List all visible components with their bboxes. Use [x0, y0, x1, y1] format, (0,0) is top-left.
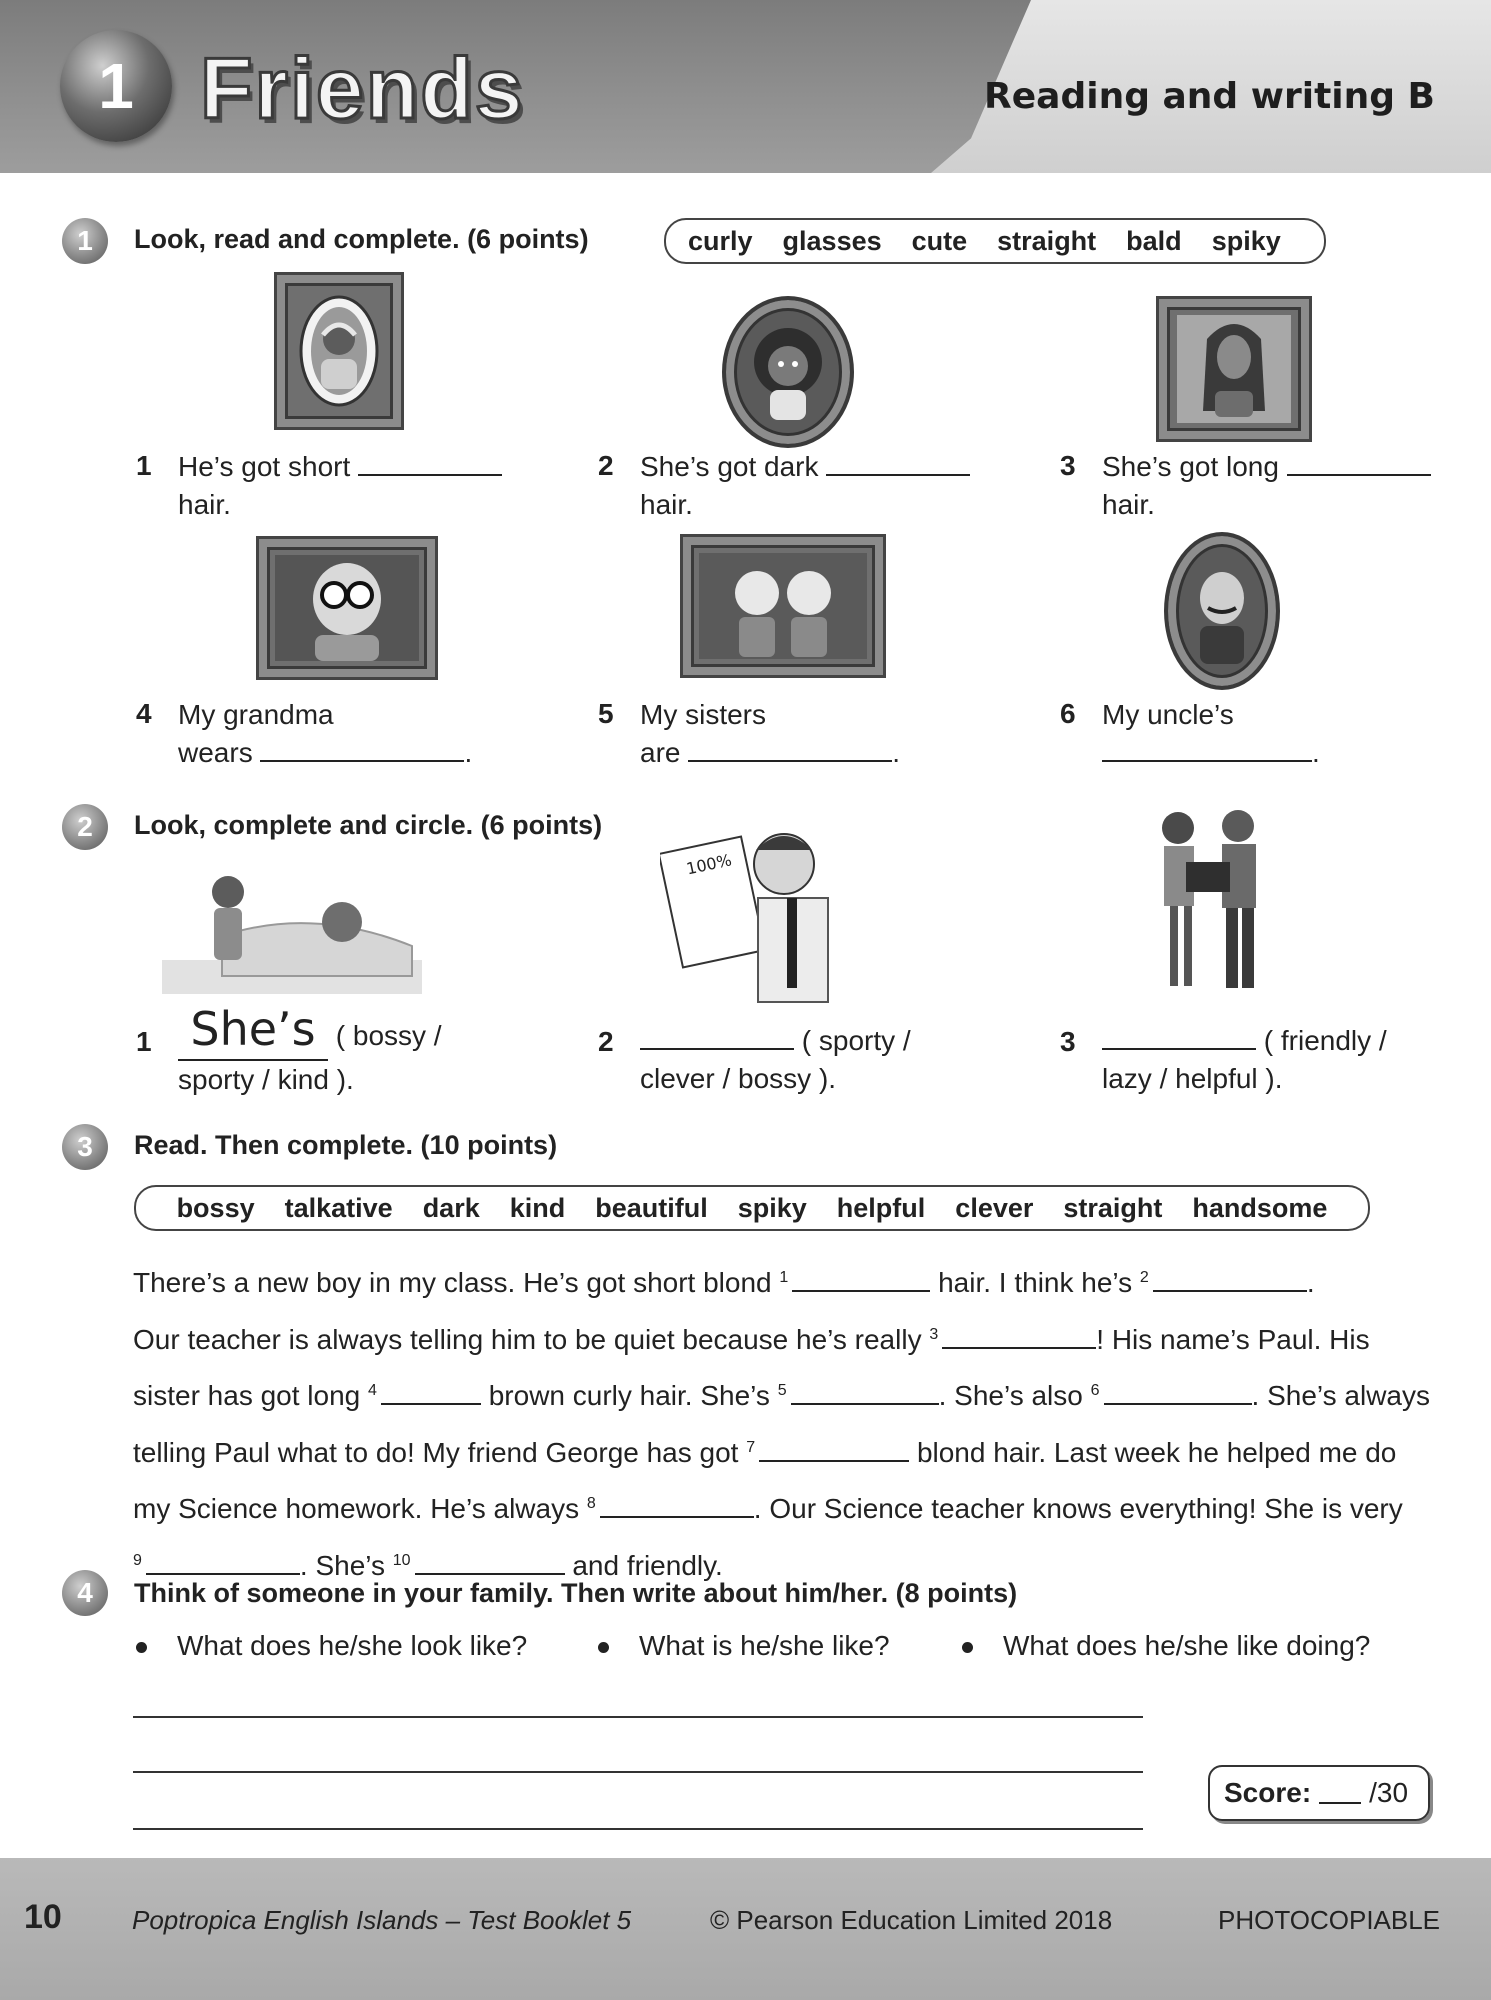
- bullet-dot: [136, 1642, 147, 1653]
- answer-blank[interactable]: [1153, 1264, 1307, 1292]
- answer-blank[interactable]: [826, 448, 970, 476]
- ex1-item-number: 1: [136, 450, 152, 481]
- answer-blank[interactable]: [600, 1490, 754, 1518]
- exercise-1-word-box: [664, 218, 1326, 264]
- exercise-4-number: 4: [62, 1570, 108, 1616]
- boy-with-test-illustration: [660, 814, 848, 1004]
- answer-blank[interactable]: [942, 1321, 1096, 1349]
- answer-blank[interactable]: [759, 1434, 909, 1462]
- ex1-item-number: 5: [598, 698, 614, 729]
- exercise-3-word-box: [134, 1185, 1370, 1231]
- page-number: 10: [24, 1898, 62, 1936]
- writing-line[interactable]: [133, 1828, 1143, 1830]
- ex1-item-2: She’s got dark hair.: [640, 448, 980, 524]
- bullet-dot: [598, 1642, 609, 1653]
- unit-title: Friends: [200, 41, 525, 137]
- writing-line[interactable]: [133, 1771, 1143, 1773]
- exercise-2-instruction: Look, complete and circle. (6 points): [134, 810, 603, 840]
- answer-blank[interactable]: [415, 1547, 565, 1575]
- answer-blank[interactable]: [688, 734, 892, 762]
- word-box-item: helpful: [836, 1192, 926, 1223]
- score-blank[interactable]: [1319, 1782, 1361, 1804]
- writing-line[interactable]: [133, 1716, 1143, 1718]
- girl-portrait: [722, 296, 854, 448]
- ex1-item-5: My sisters are .: [640, 699, 901, 768]
- twin-sisters-portrait: [680, 534, 886, 678]
- word-box-item: talkative: [284, 1192, 393, 1223]
- ex1-item-number: 4: [136, 698, 152, 729]
- word-box-item: straight: [997, 225, 1097, 256]
- answer-blank[interactable]: [358, 448, 502, 476]
- ex2-item-3: ( friendly / lazy / helpful ).: [1102, 1022, 1442, 1098]
- ex1-item-1: He’s got short hair.: [178, 448, 518, 524]
- word-box-item: spiky: [737, 1192, 807, 1223]
- friends-carrying-books-illustration: [1140, 804, 1274, 994]
- ex2-item-number: 3: [1060, 1026, 1076, 1057]
- section-label: Reading and writing B: [984, 76, 1435, 117]
- word-box-item: clever: [955, 1192, 1034, 1223]
- word-box-item: cute: [911, 225, 968, 256]
- girl-and-boy-in-bed-illustration: [162, 866, 422, 994]
- ex1-item-4: My grandma wears .: [178, 699, 473, 768]
- bullet-item: What is he/she like?: [598, 1630, 890, 1662]
- word-box-item: handsome: [1192, 1192, 1328, 1223]
- old-man-portrait: [274, 272, 404, 430]
- ex2-item-1: She’s ( bossy / sporty / kind ).: [178, 1002, 442, 1095]
- answer-blank[interactable]: [791, 1377, 939, 1405]
- ex2-item-2: ( sporty / clever / bossy ).: [640, 1022, 960, 1098]
- word-box-item: kind: [509, 1192, 566, 1223]
- answer-blank[interactable]: [1104, 1377, 1252, 1405]
- bullet-item: What does he/she look like?: [136, 1630, 527, 1662]
- word-box-item: beautiful: [595, 1192, 708, 1223]
- bullet-dot: [962, 1642, 973, 1653]
- answer-blank[interactable]: [1102, 1022, 1256, 1050]
- answer-blank[interactable]: [381, 1377, 481, 1405]
- exercise-3-paragraph: There’s a new boy in my class. He’s got short blond $^1$ hair. I think he’s $^2$ . Our teacher is always telling him to be quiet because he’s really $^3$ ! His name’s Paul. His sister has got long $^4$ brown curly hair. She’s $^5$ . She’s also $^6$ . She’s always telling Paul what to do! My friend George has got $^7$ blond hair. Last week he helped me do my Science homework. He’s always $^8$ . Our Science teacher knows everything! She is very $^9$ . She’s $^{10}$ and friendly.: [133, 1252, 1433, 1591]
- score-box: Score: /30: [1208, 1765, 1430, 1821]
- grandma-portrait: [256, 536, 438, 680]
- ex2-item-number: 2: [598, 1026, 614, 1057]
- word-box-item: glasses: [782, 225, 882, 256]
- word-box-item: bald: [1126, 225, 1182, 256]
- answer-blank[interactable]: [640, 1022, 794, 1050]
- unit-number-badge: 1: [60, 30, 172, 142]
- word-box-item: curly: [688, 225, 753, 256]
- ex1-item-3: She’s got long hair.: [1102, 448, 1442, 524]
- word-box-item: spiky: [1211, 225, 1281, 256]
- woman-portrait: [1156, 296, 1312, 442]
- word-box-item: bossy: [176, 1192, 255, 1223]
- test-score-label: 100%: [684, 850, 734, 879]
- copyright: © Pearson Education Limited 2018: [710, 1905, 1113, 1935]
- answer-blank[interactable]: [1287, 448, 1431, 476]
- exercise-4-instruction: Think of someone in your family. Then write about him/her. (8 points): [134, 1578, 1018, 1608]
- exercise-1-instruction: Look, read and complete. (6 points): [134, 224, 589, 254]
- exercise-3-instruction: Read. Then complete. (10 points): [134, 1130, 558, 1160]
- answer-blank[interactable]: [792, 1264, 930, 1292]
- exercise-1-number: 1: [62, 218, 108, 264]
- book-title: Poptropica English Islands – Test Booklet 5: [132, 1905, 632, 1935]
- ex1-item-number: 3: [1060, 450, 1076, 481]
- answer-blank[interactable]: [1102, 734, 1312, 762]
- word-box-item: straight: [1063, 1192, 1163, 1223]
- ex2-item-number: 1: [136, 1026, 152, 1057]
- exercise-3-number: 3: [62, 1124, 108, 1170]
- bullet-item: What does he/she like doing?: [962, 1630, 1370, 1662]
- answer-example: She’s: [178, 1006, 328, 1061]
- exercise-2-number: 2: [62, 804, 108, 850]
- answer-blank[interactable]: [146, 1547, 300, 1575]
- ex1-item-number: 6: [1060, 698, 1076, 729]
- ex1-item-6: My uncle’s .: [1102, 699, 1320, 768]
- ex1-item-number: 2: [598, 450, 614, 481]
- uncle-portrait: [1164, 532, 1280, 690]
- answer-blank[interactable]: [260, 734, 464, 762]
- word-box-item: dark: [422, 1192, 480, 1223]
- photocopiable-label: PHOTOCOPIABLE: [1218, 1905, 1441, 1935]
